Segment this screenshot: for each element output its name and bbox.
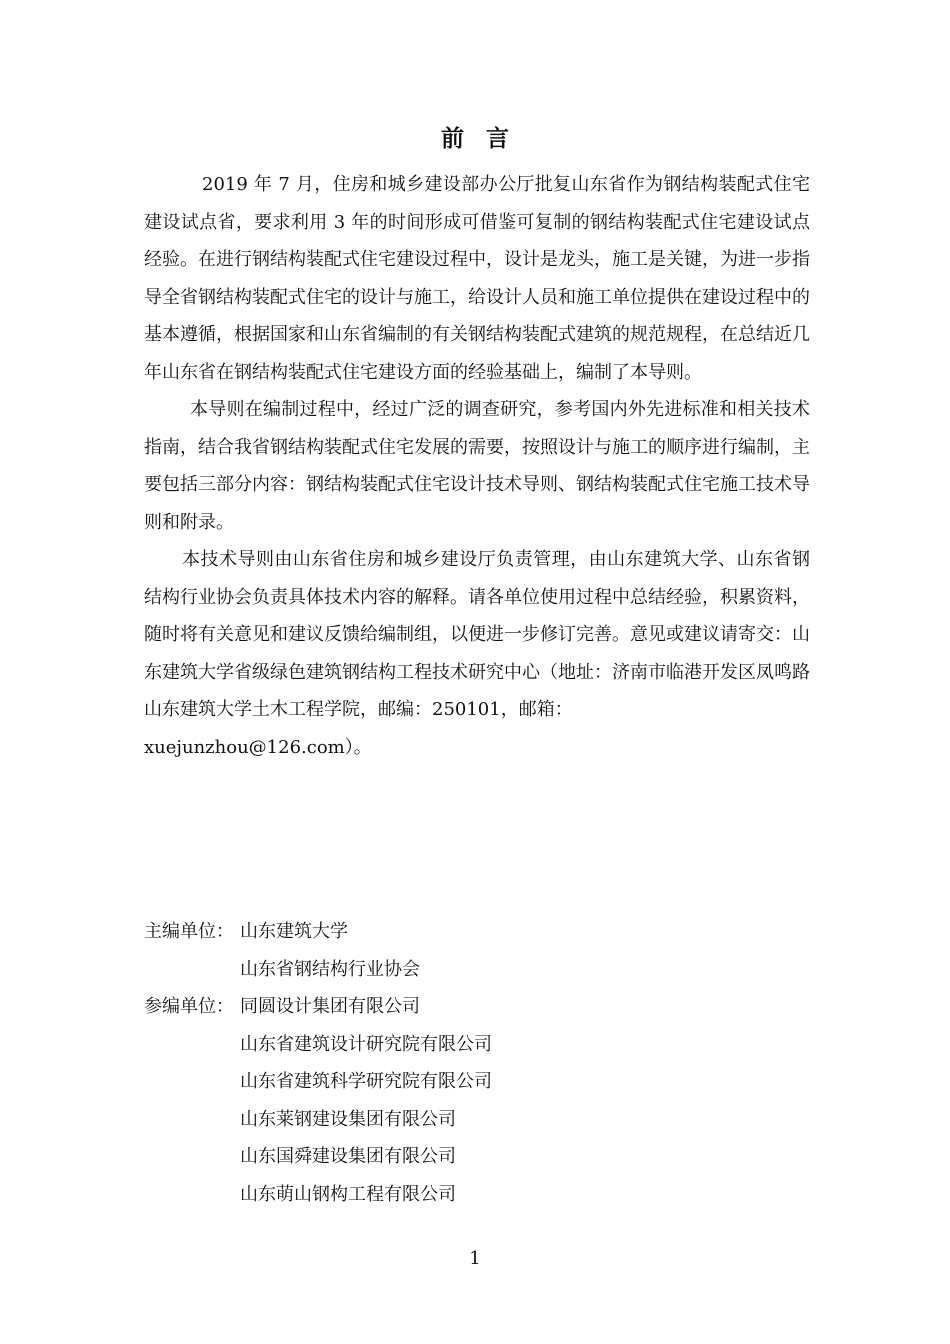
- participating-editor-name: 山东莱钢建设集团有限公司: [240, 1108, 456, 1130]
- page-title: 前言: [441, 125, 531, 152]
- participating-editor-row: [144, 1138, 492, 1176]
- preface-paragraph-1: 2019 年 7 月，住房和城乡建设部办公厅批复山东省作为钢结构装配式住宅建设试点省，要求利用 3 年的时间形成可借鉴可复制的钢结构装配式住宅建设试点经验。在进行钢结构装配式住宅建设过程中，设计是龙头，施工是关键，为进一步指导全省钢结构装配式住宅的设计与施工，给设计人员和施工单位提供在建设过程中的基本遵循，根据国家和山东省编制的有关钢结构装配式建筑的规范规程，在总结近几年山东省在钢结构装配式住宅建设方面的经验基础上，编制了本导则。: [144, 174, 810, 383]
- chief-editor-label: 主编单位：: [144, 921, 234, 942]
- preface-body: [144, 166, 810, 766]
- editing-units: [144, 913, 492, 1213]
- participating-editor-name: 山东省建筑设计研究院有限公司: [240, 1033, 492, 1055]
- participating-editor-name: 山东省建筑科学研究院有限公司: [240, 1071, 492, 1092]
- participating-editor-name: 山东国舜建设集团有限公司: [240, 1146, 456, 1167]
- participating-editor-row: [144, 988, 492, 1026]
- chief-editor-row: [144, 951, 492, 989]
- participating-editor-name: 山东萌山钢构工程有限公司: [240, 1183, 456, 1205]
- preface-paragraph-2: 本导则在编制过程中，经过广泛的调查研究，参考国内外先进标准和相关技术指南，结合我省钢结构装配式住宅发展的需要，按照设计与施工的顺序进行编制，主要包括三部分内容：钢结构装配式住宅设计技术导则、钢结构装配式住宅施工技术导则和附录。: [144, 399, 810, 533]
- chief-editor-name: 山东建筑大学: [240, 921, 348, 942]
- participating-editor-name: 同圆设计集团有限公司: [240, 996, 420, 1017]
- participating-editor-row: [144, 1176, 492, 1214]
- page-number: 1: [469, 1248, 481, 1269]
- participating-editor-row: [144, 1026, 492, 1064]
- participating-editor-row: [144, 1063, 492, 1101]
- chief-editor-row: [144, 913, 492, 951]
- contact-email: xuejunzhou@126.com）。: [144, 736, 372, 758]
- participating-editor-label: 参编单位：: [144, 996, 234, 1017]
- chief-editor-name: 山东省钢结构行业协会: [240, 958, 420, 980]
- participating-editor-row: [144, 1101, 492, 1139]
- preface-paragraph-3: 本技术导则由山东省住房和城乡建设厅负责管理，由山东建筑大学、山东省钢结构行业协会负责具体技术内容的解释。请各单位使用过程中总结经验，积累资料，随时将有关意见和建议反馈给编制组，以便进一步修订完善。意见或建议请寄交：山东建筑大学省级绿色建筑钢结构工程技术研究中心（地址：济南市临港开发区凤鸣路山东建筑大学土木工程学院，邮编：250101，邮箱：: [144, 549, 810, 720]
